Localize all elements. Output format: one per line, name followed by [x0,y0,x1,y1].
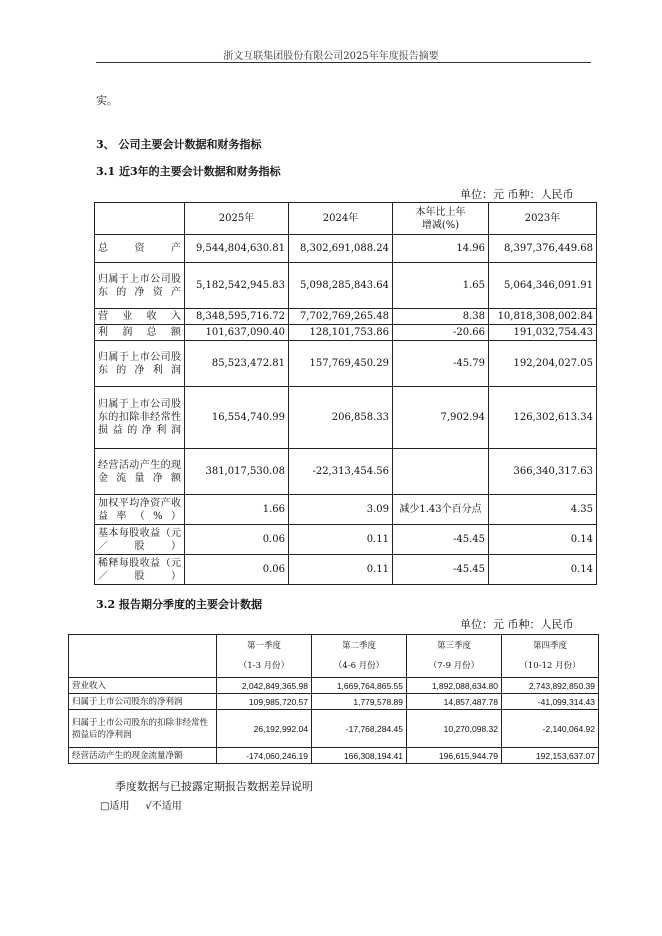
applicable-no-option: √不适用 [145,801,182,812]
table1-cell-chg: 8.38 [393,309,489,325]
table2-header-cell [217,635,312,678]
table2-cell-q3: 10,270,098.32 [407,710,502,748]
table1-cell-v2025: 5,182,542,945.83 [185,263,289,309]
table1-row [95,555,597,585]
table1-row-label: 归属于上市公司股东的净资产 [95,263,185,309]
table2-row-label: 归属于上市公司股东的净利润 [69,694,217,710]
table1-cell-v2024: -22,313,454.56 [289,449,393,495]
table2-cell-q2: 166,308,194.41 [312,748,407,764]
table2-header-cell [312,635,407,678]
table1-cell-chg: -45.45 [393,555,489,585]
quarter-name: 第四季度 [532,641,567,651]
table2-cell-q2: -17,768,284.45 [312,710,407,748]
section-3-1-title: 3.1 近3年的主要会计数据和财务指标 [96,165,281,178]
table2-cell-q4: 192,153,637.07 [502,748,599,764]
table1-cell-chg: -45.45 [393,525,489,555]
table1-cell-v2024: 7,702,769,265.48 [289,309,393,325]
table2-header-cell [502,635,599,678]
table1-cell-chg: 14.96 [393,235,489,263]
table1-cell-v2025: 101,637,090.40 [185,325,289,341]
table1-row [95,387,597,449]
table2-cell-q4: -41,099,314.43 [502,694,599,710]
table1-cell-v2025: 8,348,595,716.72 [185,309,289,325]
applicable-yes-option: □适用 [100,801,130,812]
table1-cell-v2025: 1.66 [185,495,289,525]
table1-cell-v2023: 192,204,027.05 [489,341,597,387]
quarter-name: 第二季度 [341,641,376,651]
table1-cell-v2023: 10,818,308,002.84 [489,309,597,325]
table1-cell-v2025: 381,017,530.08 [185,449,289,495]
table1-row [95,449,597,495]
table1-row [95,235,597,263]
table1-cell-v2025: 16,554,740.99 [185,387,289,449]
table1-wrapper [94,202,597,585]
table1-cell-chg: 7,902.94 [393,387,489,449]
table1-cell-v2024: 5,098,285,843.64 [289,263,393,309]
table2-header-cell [407,635,502,678]
table1-cell-v2023: 8,397,376,449.68 [489,235,597,263]
table2-cell-q3: 14,857,487.78 [407,694,502,710]
table2-cell-q1: 2,042,849,365.98 [217,678,312,694]
table1-row-label: 总资产 [95,235,185,263]
table1-cell-v2023: 4.35 [489,495,597,525]
table1-cell-v2025: 0.06 [185,555,289,585]
table2-row [69,710,599,748]
table1-row-label: 加权平均净资产收益率（%） [95,495,185,525]
table1-row [95,525,597,555]
table2-header-row [69,635,599,678]
table1-cell-chg: -20.66 [393,325,489,341]
table2-cell-q4: -2,140,064.92 [502,710,599,748]
table2-row [69,694,599,710]
table1-row-label: 稀释每股收益（元／股） [95,555,185,585]
applicable-options [100,797,182,812]
table1-cell-v2023: 0.14 [489,555,597,585]
table1-row [95,325,597,341]
table1-row [95,309,597,325]
table1-cell-v2023: 191,032,754.43 [489,325,597,341]
table1-header-cell [95,203,185,235]
table2-cell-q2: 1,779,578.89 [312,694,407,710]
table1-header-cell: 本年比上年 增减(%) [393,203,489,235]
table1-cell-v2024: 128,101,753.86 [289,325,393,341]
table1-cell-v2023: 366,340,317.63 [489,449,597,495]
quarterly-table [68,634,599,764]
table1-row-label: 利润总额 [95,325,185,341]
table2-row [69,748,599,764]
table1-cell-v2023: 126,302,613.34 [489,387,597,449]
table1-cell-chg: 减少1.43个百分点 [393,495,489,525]
quarter-note: 季度数据与已披露定期报告数据差异说明 [115,780,313,793]
quarter-name: 第一季度 [246,641,281,651]
table1-row-label: 归属于上市公司股东的扣除非经常性损益的净利润 [95,387,185,449]
table2-cell-q1: -174,060,246.19 [217,748,312,764]
table1-cell-v2025: 85,523,472.81 [185,341,289,387]
table1-header-cell: 2024年 [289,203,393,235]
table2-cell-q1: 26,192,992.04 [217,710,312,748]
table1-row-label: 基本每股收益（元／股） [95,525,185,555]
table1-cell-v2025: 9,544,804,630.81 [185,235,289,263]
table1-row-label: 营业收入 [95,309,185,325]
table2-wrapper [68,634,599,764]
quarter-range: （7-9 月份） [428,661,480,671]
table1-header-cell: 2025年 [185,203,289,235]
table2-cell-q3: 1,892,088,634.80 [407,678,502,694]
table1-cell-chg [393,449,489,495]
table1-row-label: 经营活动产生的现金流量净额 [95,449,185,495]
table1-row [95,495,597,525]
table1-cell-v2024: 0.11 [289,555,393,585]
table2-corner-cell [69,635,217,678]
table2-cell-q1: 109,985,720.57 [217,694,312,710]
table2-row [69,678,599,694]
table1-header-row [95,203,597,235]
table1-cell-v2024: 3.09 [289,495,393,525]
table2-unit-line: 单位：元 币种：人民币 [460,618,574,631]
table2-cell-q2: 1,669,764,865.55 [312,678,407,694]
quarter-range: （1-3 月份） [238,661,290,671]
table1-cell-v2023: 0.14 [489,525,597,555]
header-rule [96,62,591,63]
table2-row-label: 营业收入 [69,678,217,694]
table1-cell-chg: -45.79 [393,341,489,387]
table2-cell-q4: 2,743,892,850.39 [502,678,599,694]
quarter-name: 第三季度 [436,641,471,651]
table1-cell-v2024: 0.11 [289,525,393,555]
table1-unit-line: 单位：元 币种：人民币 [460,188,574,201]
table1-cell-v2025: 0.06 [185,525,289,555]
quarter-range: （10-12 月份） [519,661,581,671]
main-financial-table [94,202,597,585]
table1-header-cell: 2023年 [489,203,597,235]
table1-row [95,263,597,309]
section-3-2-title: 3.2 报告期分季度的主要会计数据 [96,598,262,611]
intro-fragment: 实。 [96,94,118,107]
table1-cell-v2024: 206,858.33 [289,387,393,449]
table1-cell-v2024: 157,769,450.29 [289,341,393,387]
table2-row-label: 归属于上市公司股东的扣除非经常性损益后的净利润 [69,710,217,748]
table1-cell-chg: 1.65 [393,263,489,309]
table1-cell-v2023: 5,064,346,091.91 [489,263,597,309]
page-header: 浙文互联集团股份有限公司2025年年度报告摘要 [223,51,439,62]
table2-row-label: 经营活动产生的现金流量净额 [69,748,217,764]
table2-cell-q3: 196,615,944.79 [407,748,502,764]
table1-row [95,341,597,387]
table1-cell-v2024: 8,302,691,088.24 [289,235,393,263]
quarter-range: （4-6 月份） [333,661,385,671]
table1-row-label: 归属于上市公司股东的净利润 [95,341,185,387]
section-3-title: 3、 公司主要会计数据和财务指标 [96,138,262,151]
